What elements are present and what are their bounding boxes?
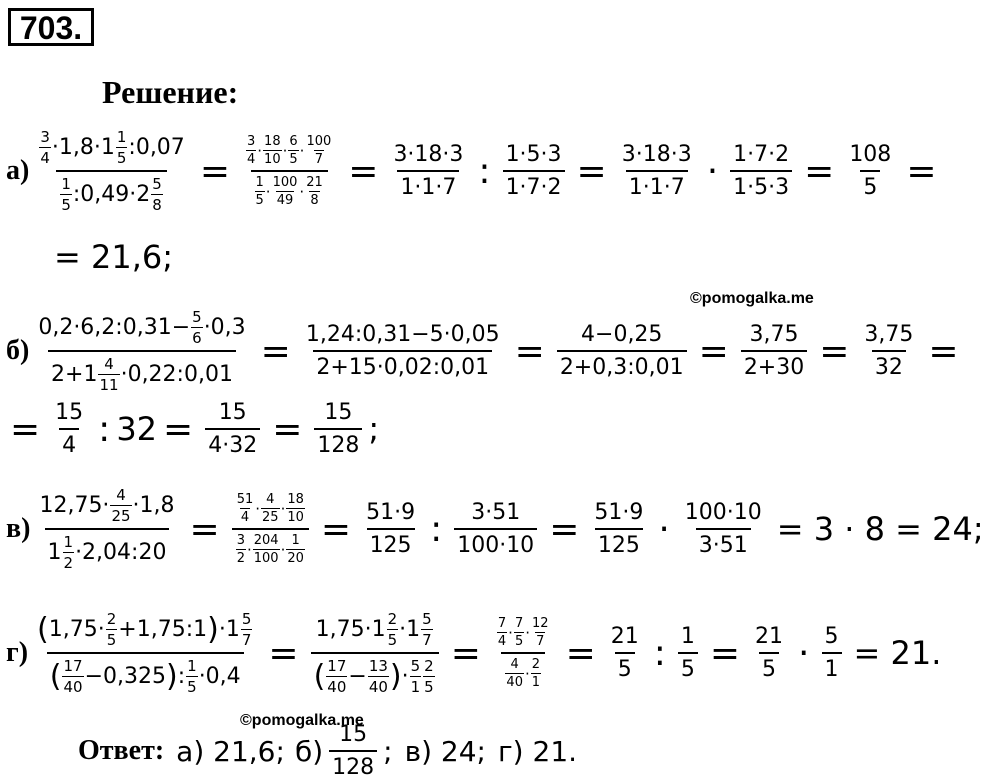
a-step-3b: $\frac{1\cdot 7\cdot 2}{1\cdot 5\cdot 3}$ (730, 142, 792, 200)
b-step-3: $\frac{3,75}{2+30}$ (741, 322, 807, 380)
part-g-label: г) (6, 637, 29, 668)
part-g-line-1: г) ( 1,75· $\frac{2}{5}$ +1,75:1 ) ·1 $\frac{5}{7}$ ( $\frac{17}{40}$ −0,325 ) : $\frac{1}{5}$ ·0,4 = 1,75·1 $\frac{2}{5}$ ·1 $\frac{5}{7}$ ( $\frac{17}{40}$ − $\frac{13}{40}$ ) · $\frac{5}{1}$ $\frac{2}{5}$ = $\frac{7}{4}$ · $\frac{7}{5}$ · $\frac{12}{7}$ $\frac{4}{40}$ · $\frac{2}{1}$ = $\frac{21}{5}$ : $\frac{1}{5}$ = $\frac{21}{5}$ · $\frac{5}{1}$ = 21. (6, 610, 942, 696)
g-step-3b: $\frac{1}{5}$ (678, 624, 698, 682)
b-step-2: $\frac{4-0,25}{2+0,3:0,01}$ (557, 322, 687, 380)
a-main-fraction: $\frac{3}{4}$ ·1,8·1 $\frac{1}{5}$ :0,07 $\frac{1}{5}$ :0,49·2 $\frac{5}{8}$ (40, 128, 185, 214)
part-v-label: в) (6, 513, 31, 544)
answer-a: а) 21,6; (176, 734, 285, 768)
answer-b-fraction: $\frac{15}{128}$ (329, 722, 377, 780)
answer-v: в) 24; (404, 734, 486, 768)
a-step-1: $\frac{3}{4}$ · $\frac{18}{10}$ · $\frac{6}{5}$ · $\frac{100}{7}$ $\frac{1}{5}$ · $\frac{100}{49}$ · $\frac{21}{8}$ (246, 134, 332, 208)
part-v-line-1: в) 12,75· $\frac{4}{25}$ ·1,8 1 $\frac{1}{2}$ ·2,04:20 = $\frac{51}{4}$ · $\frac{4}{25}$ · $\frac{18}{10}$ $\frac{3}{2}$ · $\frac{204}{100}$ · $\frac{1}{20}$ = $\frac{51\cdot 9}{125}$ : $\frac{3\cdot 51}{100\cdot 10}$ = $\frac{51\cdot 9}{125}$ · $\frac{100\cdot 10}{3\cdot 51}$ = 3 · 8 = 24; (6, 486, 984, 572)
g-main-fraction: ( 1,75· $\frac{2}{5}$ +1,75:1 ) ·1 $\frac{5}{7}$ ( $\frac{17}{40}$ −0,325 ) : $\frac{1}{5}$ ·0,4 (37, 610, 252, 696)
g-step-4b: $\frac{5}{1}$ (822, 624, 842, 682)
g-result: = 21. (853, 634, 942, 672)
b-step-7: $\frac{15}{128}$ (314, 400, 362, 458)
v-main-fraction: 12,75· $\frac{4}{25}$ ·1,8 1 $\frac{1}{2}$ ·2,04:20 (39, 486, 175, 572)
g-step-4a: $\frac{21}{5}$ (755, 624, 784, 682)
a-step-4: $\frac{108}{5}$ (849, 142, 892, 200)
b-step-6: $\frac{15}{4\cdot 32}$ (205, 400, 260, 458)
answer-label: Ответ: (78, 735, 165, 766)
b-step-1: $\frac{1,24:0,31-5\cdot 0,05}{2+15\cdot 0,02:0,01}$ (305, 322, 500, 380)
part-a-line-1: а) $\frac{3}{4}$ ·1,8·1 $\frac{1}{5}$ :0,07 $\frac{1}{5}$ :0,49·2 $\frac{5}{8}$ = $\frac{3}{4}$ · $\frac{18}{10}$ · $\frac{6}{5}$ · $\frac{100}{7}$ $\frac{1}{5}$ · $\frac{100}{49}$ · $\frac{21}{8}$ = $\frac{3\cdot 18\cdot 3}{1\cdot 1\cdot 7}$ : $\frac{1\cdot 5\cdot 3}{1\cdot 7\cdot 2}$ = $\frac{3\cdot 18\cdot 3}{1\cdot 1\cdot 7}$ · $\frac{1\cdot 7\cdot 2}{1\cdot 5\cdot 3}$ = $\frac{108}{5}$ = (6, 128, 937, 214)
v-step-3b: $\frac{100\cdot 10}{3\cdot 51}$ (684, 500, 762, 558)
v-step-2a: $\frac{51\cdot 9}{125}$ (366, 500, 416, 558)
b-step-5: $\frac{15}{4}$ (55, 400, 84, 458)
answer-b-label: б) (294, 734, 324, 768)
g-step-1: 1,75·1 $\frac{2}{5}$ ·1 $\frac{5}{7}$ ( $\frac{17}{40}$ − $\frac{13}{40}$ ) · $\frac{5}{1}$ $\frac{2}{5}$ (311, 610, 439, 696)
v-step-2b: $\frac{3\cdot 51}{100\cdot 10}$ (454, 500, 537, 558)
answer-line: Ответ: а) 21,6; б) $\frac{15}{128}$ ; в) 24; г) 21. (78, 722, 578, 780)
b-step-4: $\frac{3,75}{32}$ (864, 322, 914, 380)
a-step-2b: $\frac{1\cdot 5\cdot 3}{1\cdot 7\cdot 2}$ (503, 142, 565, 200)
watermark: ©pomogalka.me (690, 290, 814, 307)
v-step-3a: $\frac{51\cdot 9}{125}$ (594, 500, 644, 558)
part-b-line-1: б) 0,2·6,2:0,31− $\frac{5}{6}$ ·0,3 2+1 $\frac{4}{11}$ ·0,22:0,01 = $\frac{1,24:0,31-5\cdot 0,05}{2+15\cdot 0,02:0,01}$ = $\frac{4-0,25}{2+0,3:0,01}$ = $\frac{3,75}{2+30}$ = $\frac{3,75}{32}$ = (6, 308, 959, 394)
part-b-label: б) (6, 335, 30, 366)
part-b-line-2: = $\frac{15}{4}$ : 32 = $\frac{15}{4\cdot 32}$ = $\frac{15}{128}$ ; (10, 400, 380, 458)
b-main-fraction: 0,2·6,2:0,31− $\frac{5}{6}$ ·0,3 2+1 $\frac{4}{11}$ ·0,22:0,01 (38, 308, 246, 394)
a-step-3a: $\frac{3\cdot 18\cdot 3}{1\cdot 1\cdot 7}$ (621, 142, 692, 200)
v-step-1: $\frac{51}{4}$ · $\frac{4}{25}$ · $\frac{18}{10}$ $\frac{3}{2}$ · $\frac{204}{100}$ · $\frac{1}{20}$ (232, 492, 309, 566)
solution-heading: Решение: (102, 74, 239, 110)
watermark: ©pomogalka.me (240, 712, 364, 729)
part-a-label: а) (6, 155, 30, 186)
a-step-2a: $\frac{3\cdot 18\cdot 3}{1\cdot 1\cdot 7}$ (393, 142, 464, 200)
part-a-result: = 21,6; (54, 238, 174, 276)
problem-number: 703. (8, 8, 94, 46)
v-result: = 3 · 8 = 24; (776, 510, 984, 548)
g-step-3a: $\frac{21}{5}$ (610, 624, 639, 682)
g-step-2: $\frac{7}{4}$ · $\frac{7}{5}$ · $\frac{12}{7}$ $\frac{4}{40}$ · $\frac{2}{1}$ (497, 616, 549, 690)
answer-g: г) 21. (497, 734, 578, 768)
